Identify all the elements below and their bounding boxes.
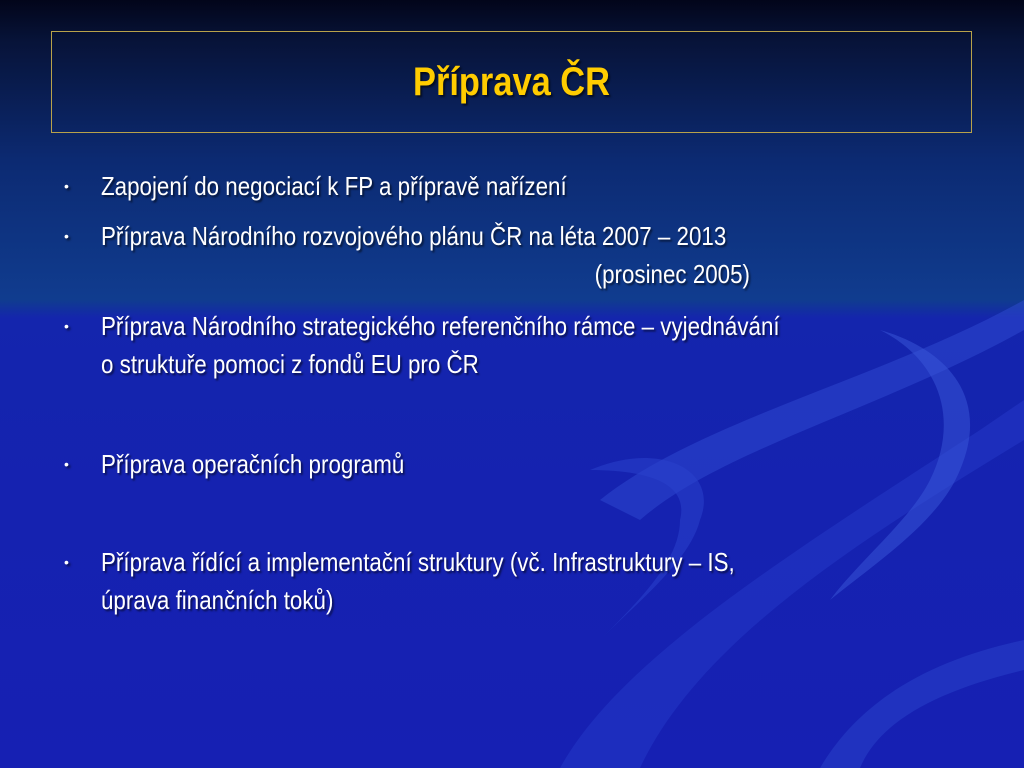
bullet-line: (prosinec 2005) bbox=[594, 259, 751, 289]
bullet-text bbox=[101, 445, 849, 483]
bullet-line: Příprava řídící a implementační struktury (vč. Infrastruktury – IS, bbox=[101, 547, 735, 577]
bullet-text bbox=[101, 217, 849, 293]
bullet-text bbox=[101, 307, 849, 383]
bullet-marker: • bbox=[64, 554, 69, 570]
bullet-marker: • bbox=[64, 228, 69, 244]
bullet-line: Zapojení do negociací k FP a přípravě nařízení bbox=[101, 171, 567, 201]
bullet-text bbox=[101, 543, 849, 619]
bullet-marker: • bbox=[64, 178, 69, 194]
title-box bbox=[51, 31, 972, 133]
bullet-line: o struktuře pomoci z fondů EU pro ČR bbox=[101, 349, 479, 379]
bullet-line: Příprava operačních programů bbox=[101, 449, 405, 479]
bullet-line: úprava finančních toků) bbox=[101, 585, 334, 615]
slide-title: Příprava ČR bbox=[413, 59, 610, 104]
bullet-text bbox=[101, 167, 849, 205]
bullet-line: Příprava Národního rozvojového plánu ČR na léta 2007 – 2013 bbox=[101, 221, 727, 251]
bullet-line: Příprava Národního strategického referenčního rámce – vyjednávání bbox=[101, 311, 780, 341]
bullet-marker: • bbox=[64, 318, 69, 334]
bullet-marker: • bbox=[64, 456, 69, 472]
